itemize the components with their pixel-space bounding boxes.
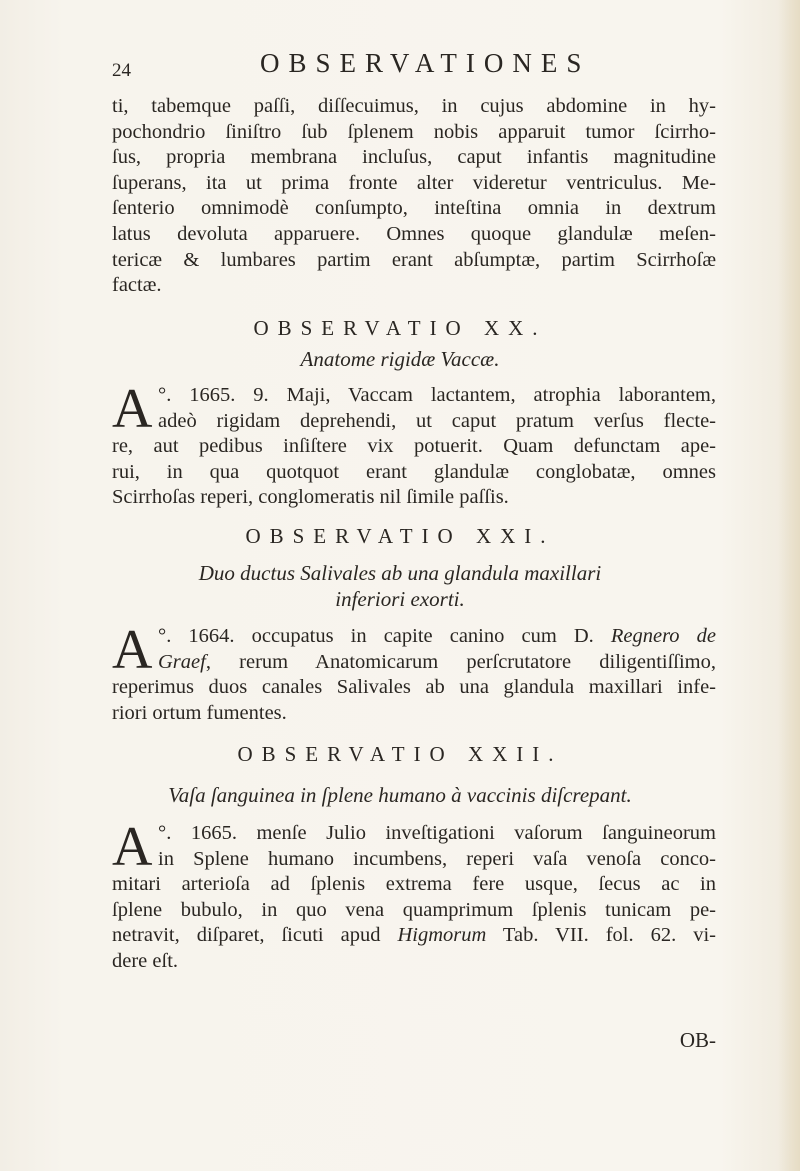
- drop-cap: A: [112, 816, 153, 878]
- observation-first-lines: [158, 821, 716, 872]
- text-line: factæ.: [112, 274, 162, 297]
- observation-heading: OBSERVATIO XX.: [253, 316, 547, 340]
- text-line: ſenterio omnimodè conſumpto, inteſtina omnia in dextrum: [112, 197, 716, 220]
- observation-paragraph: [112, 872, 716, 974]
- page-header: [112, 48, 712, 88]
- author-name: Higmorum: [397, 924, 487, 947]
- person-name: Graef: [158, 650, 206, 673]
- text-line: rui, in qua quotquot erant glandulæ conglobatæ, omnes: [112, 460, 716, 483]
- drop-cap: A: [112, 619, 153, 681]
- observation-paragraph: [112, 434, 716, 511]
- page-number: 24: [112, 60, 131, 81]
- text-line: Graef, rerum Anatomicarum perſcrutatore diligentiſſimo,: [158, 650, 716, 673]
- drop-cap: A: [112, 378, 153, 440]
- observation-heading: OBSERVATIO XXII.: [237, 742, 563, 766]
- text-line: °. 1665. 9. Maji, Vaccam lactantem, atrophia laborantem,: [158, 384, 716, 406]
- text-line: tericæ & lumbares partim erant abſumptæ, partim Scirrhoſæ: [112, 248, 716, 271]
- text-line: °. 1665. menſe Julio inveſtigationi vaſorum ſanguineorum: [158, 822, 716, 844]
- text-line: °. 1664. occupatus in capite canino cum D. Regnero de: [158, 625, 716, 647]
- observation-first-lines: [158, 624, 716, 675]
- observation-subtitle: Vaſa ſanguinea in ſplene humano à vaccinis diſcrepant.: [168, 783, 632, 807]
- text-line: dere eſt.: [112, 949, 179, 972]
- text-line: ſus, propria membrana incluſus, caput infantis magnitudine: [112, 146, 716, 169]
- text-line: re, aut pedibus inſiſtere vix potuerit. Quam defunctam ape-: [112, 435, 716, 457]
- person-name: Regnero de: [610, 625, 716, 647]
- observation-subtitle: inferiori exorti.: [335, 587, 465, 611]
- intro-paragraph: [112, 94, 716, 299]
- text-line: in Splene humano incumbens, reperi vaſa venoſa conco-: [158, 847, 716, 870]
- text-line: ſuperans, ita ut prima fronte alter videretur ventriculus. Me-: [112, 171, 716, 194]
- observation-first-lines: [158, 383, 716, 434]
- text-line: riori ortum fumentes.: [112, 701, 287, 724]
- text-line: adeò rigidam deprehendi, ut caput pratum verſus flecte-: [158, 409, 716, 432]
- running-head: OBSERVATIONES: [260, 48, 591, 78]
- text-line: Scirrhoſas reperi, conglomeratis nil ſimile paſſis.: [112, 486, 509, 509]
- text-line: mitari arterioſa ad ſplenis extrema fere usque, ſecus ac in: [112, 873, 716, 895]
- text-line: reperimus duos canales Salivales ab una glandula maxillari infe-: [112, 676, 716, 698]
- observation-subtitle: Duo ductus Salivales ab una glandula maxillari: [198, 561, 602, 585]
- text-line: netravit, diſparet, ſicuti apud Higmorum Tab. VII. fol. 62. vi-: [112, 924, 716, 947]
- text-line: ſplene bubulo, in quo vena quamprimum ſplenis tunicam pe-: [112, 898, 716, 921]
- catchword: OB-: [679, 1028, 716, 1052]
- text-line: pochondrio ſiniſtro ſub ſplenem nobis apparuit tumor ſcirrho-: [112, 120, 716, 143]
- observation-subtitle: Anatome rigidæ Vaccæ.: [300, 347, 500, 371]
- text-line: ti, tabemque paſſi, diſſecuimus, in cujus abdomine in hy-: [112, 95, 716, 117]
- observation-paragraph: [112, 675, 716, 726]
- observation-heading: OBSERVATIO XXI.: [245, 524, 555, 548]
- text-line: latus devoluta apparuere. Omnes quoque glandulæ meſen-: [112, 222, 716, 245]
